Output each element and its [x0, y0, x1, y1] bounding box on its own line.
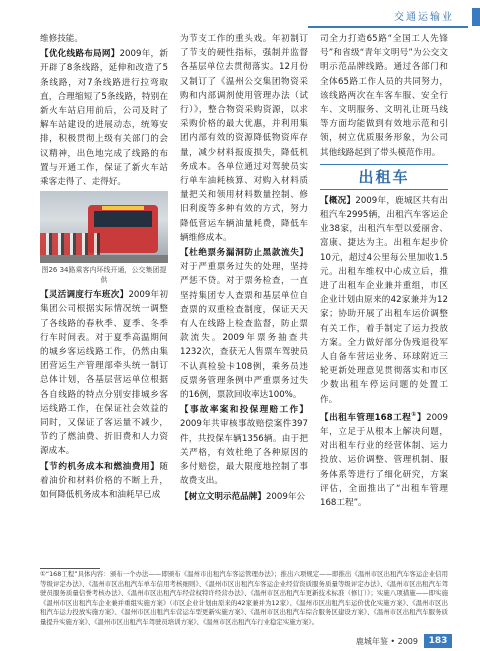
page-number: 183: [424, 634, 452, 648]
heading-route-layout: 【优化线路布局网】: [40, 49, 120, 60]
heading-taxi-168-text: 【出租车管理168工程: [320, 412, 412, 423]
text-taxi-overview: 2009年，鹿城区共有出租汽车2995辆，出租汽车客运企业38家，出租汽车型以爱丽舍、富康、捷达为主。出租车起步价10元，超过4公里每公里加收1.5元。出租车维权中心成立后，推进了出租车企业兼并重组，市区企业计划由原来的42家兼并为12家；协助开展了出租车运价调整有关工作，着手制定了运力投放方案。全力做好部分伪残退役军人自备车营运业务、环球附近三轮更新处理意见贯彻落实和市区少数出租车停运问题的处置工作。: [320, 195, 448, 405]
paragraph-ticketing: [180, 246, 308, 402]
heading-taxi-168: [320, 410, 427, 423]
footer-publication: 鹿城年鉴 • 2009: [355, 637, 418, 646]
paragraph-continued: 维修技能。: [40, 34, 83, 44]
text-insurance: 2009年共审核事故赔偿案件397件，共投保车辆1356辆。由于把关严格，有效杜绝了各种原因的多付赔偿，最大限度地控制了事故费支出。: [180, 419, 308, 487]
heading-taxi-168-end: 】: [416, 412, 427, 423]
paragraph-route-layout: [40, 47, 168, 189]
heading-insurance: 【事故率案和投保理赔工作】: [180, 405, 308, 416]
footnote-text: ①“168工程”具体内容：颁布一个办法——即颁布《温州市出租汽车客运管理办法》；推出六项规定——即推出《温州市区出租汽车客运企业信用等级评定办法》、《温州市区出租汽车单车信用考核细则》、《温州市区出租汽车客运企业经营资质服务质量等级评定办法》、《温州市区出租汽车驾驶员服务质量信誉考核办法》、《温州市区出租汽车经营权特许经营办法》、《温州市区出租汽车更新技术标准（修订）》；实施八项措施——即实施《温州市区出租汽车企业兼并重组实施方案》（市区企业计划由原来的42家兼并为12家）、《温州市区出租汽车运价优化实施方案》、《温州市区出租汽车运力投放实施方案》、《温州市区出租汽车营运车型更新实施方案》、《温州市区出租汽车综合服务区建设方案》、《温州市区出租汽车服务质量提升实施方案》、《温州市区出租汽车驾驶员培训方案》、《温州市区出租汽车行业稳定实施方案》。: [40, 570, 448, 626]
bus-sign: [102, 206, 144, 210]
heading-cost-saving: 【节约机务成本和燃油费用】: [40, 461, 160, 472]
text-cost-saving: 随着油价和材料价格的不断上升，如何降低机务成本和油耗早已成: [40, 461, 168, 501]
section-title-taxi: 出租车: [320, 164, 448, 190]
column-right: [320, 32, 448, 511]
header-accent-bar: [472, 8, 480, 26]
running-header: [308, 8, 468, 28]
paragraph-cost-saving: [40, 460, 168, 503]
heading-ticketing: 【杜绝票务漏洞防止黑款流失】: [180, 248, 308, 259]
heading-scheduling: 【灵活调度行车班次】: [40, 290, 129, 301]
section-label: 交通运输业: [394, 12, 454, 23]
page-footer: [0, 634, 480, 651]
paragraph-scheduling: [40, 288, 168, 458]
footnote-divider: [40, 568, 100, 569]
bus-launch-photo: [40, 191, 168, 263]
paragraph-route-65: 司全力打造65路“全国工人先锋号”和省级“青年文明号”为公交文明示范品牌线路。通过各部门和全体65路工作人员的共同努力，该线路两次在车客车服、安全行车、文明服务、文明礼让斑马线等方面均能做到有效地示范和引领，树立优质服务形象，为公司其他线路起到了带头模范作用。: [320, 34, 448, 158]
heading-taxi-overview: 【概况】: [320, 195, 356, 206]
bus-window: [94, 211, 152, 227]
column-left: [40, 32, 168, 503]
paragraph-insurance: [180, 403, 308, 488]
text-route-layout: 2009年，新开辟了8条线路，延伸和改造了5条线路，对7条线路进行拉弯取直，合理缩短了5条线路，特别在新火车站启用前后，公司及时了解车站建设的进展动态，统筹安排，积极贯彻上级有关部门的会议精神，出色地完成了线路的布置与开通工作，保证了新火车站乘客走得了、走得好。: [40, 49, 168, 188]
footnote-marker: ①: [411, 410, 417, 418]
text-model-brand: 2009年公: [265, 491, 306, 502]
ground-shape: [40, 255, 168, 263]
paragraph-taxi-overview: [320, 194, 448, 407]
text-ticketing: 对于严重票务过失的处理，坚持严惩不贷。对于票务检查，一直坚持集团专人查票和基层单位自查票的双重检查制度，保证天天有人在线路上检查监督，防止票款流失。2009年票务抽查共1232次，查获无人售票车驾驶员不认真检验卡108例，乘务员违反票务管理条例中严重票务过失的16例，票款回收率达100%。: [180, 262, 308, 401]
heading-model-brand: 【树立文明示范品牌】: [180, 491, 266, 502]
text-scheduling: 2009年初集团公司根据实际情况统一调整了各线路的春秋季、夏季、冬季行车时间表。对于夏季高温期间的城乡客运线路工作，仍然由集团营运生产管理部牵头统一制订总体计划，各基层营运单位根据各自线路的特点分别安排城乡客运线路工作，在保证社会效益的同时，又保证了客运量不减少，节约了燃油费、折旧费和人力资源成本。: [40, 290, 168, 457]
paragraph-taxi-168: [320, 408, 448, 510]
photo-caption: 图26 34路乘客内环线开通，公交集团提供: [41, 266, 167, 285]
column-middle: [180, 32, 308, 505]
paragraph-model-brand: [180, 490, 308, 504]
paragraph-procurement: 为节支工作的重头戏。年初制订了节支的硬性指标，强制并监督各基层单位去贯彻落实。12月份又制订了《温州公交集团物资采购和内部调剂使用管理办法（试行）》，整合物资采购资源，以求采购价格的最大优惠，并利用集团内部有效的资源降低物资库存量，减少材料报废损失，降低机务成本。各单位通过对驾驶员实行单车油耗核算、对购入材料质量把关和领用材料数量控制、修旧利废等多种有效的方式，努力降低营运车辆油量耗费，降低车辆维修成本。: [180, 34, 308, 243]
text-taxi-168: 2009年，立足于从根本上解决问题，对出租车行业的经营体制、运力投放、运价调整、管理机制、服务体系等进行了细化研究，方案评估，全面推出了“出租车管理168工程”。: [320, 412, 448, 508]
